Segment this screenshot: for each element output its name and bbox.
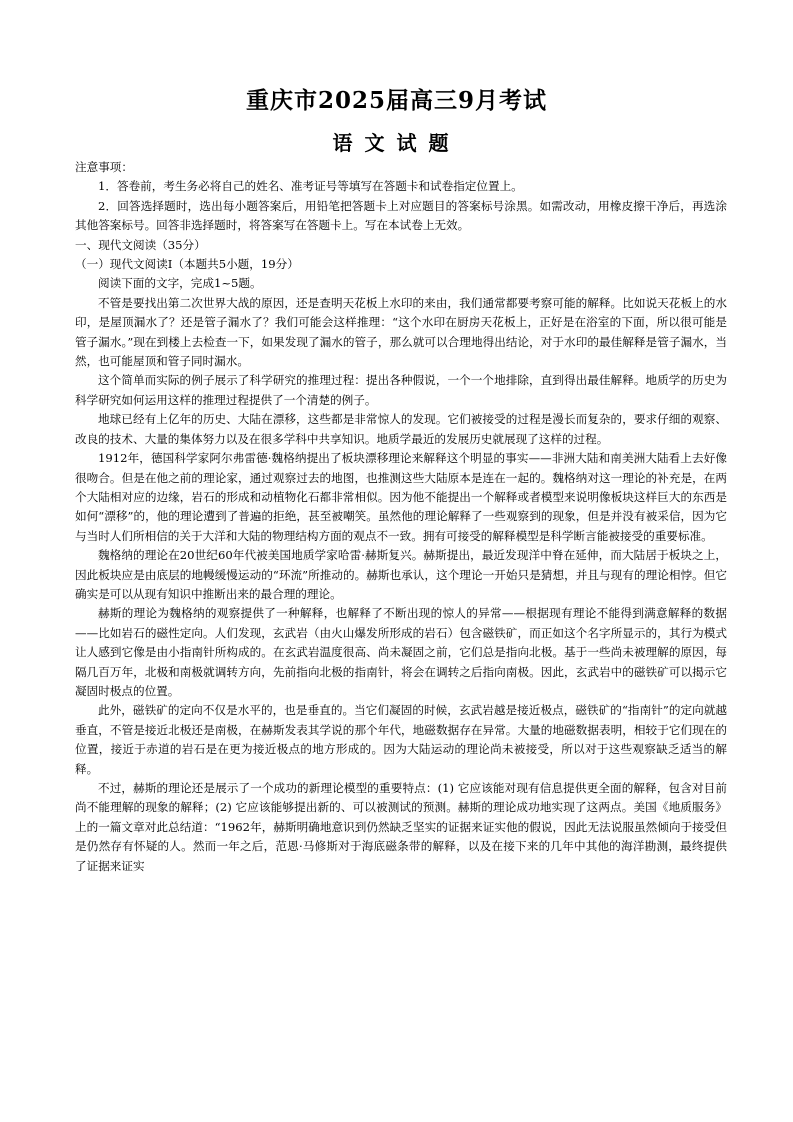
notice-item: 1．答卷前，考生务必将自己的姓名、准考证号等填写在答题卡和试卷指定位置上。 — [98, 179, 523, 194]
paragraph: 此外，磁铁矿的定向不仅是水平的，也是垂直的。当它们凝固的时候，玄武岩越是接近极点，磁铁矿的“指南针”的定向就越垂直，不管是接近北极还是南极，在赫斯发表其学说的那个年代，地磁数据存在异常。大量的地磁数据表明，相较于它们现在的位置，接近于赤道的岩石是在更为接近极点的地方形成的。因为大陆运动的理论尚未被接受，所以对于这些观察缺乏适当的解释。 — [75, 703, 727, 776]
paragraph: 不管是要找出第二次世界大战的原因，还是查明天花板上水印的来由，我们通常都要考察可能的解释。比如说天花板上的水印，是屋顶漏水了？还是管子漏水了？我们可能会这样推理：“这个水印在厨房天花板上，正好是在浴室的下面，所以很可能是管子漏水。”现在到楼上去检查一下，如果发现了漏水的管子，那么就可以合理地得出结论，对于水印的最佳解释是管子漏水，当然，也可能屋顶和管子同时漏水。 — [75, 295, 727, 369]
notice-heading: 注意事项： — [75, 160, 133, 174]
paragraph: 不过，赫斯的理论还是展示了一个成功的新理论模型的重要特点：(1) 它应该能对现有信息提供更全面的解释，包含对目前尚不能理解的现象的解释；(2) 它应该能够提出新的、可以被测试的预测。赫斯的理论成功地实现了这两点。美国《地质服务》上的一篇文章对此总结道：“1962年，赫斯明确地意识到仍然缺乏坚实的证据来证实他的假说，因此无法说服虽然倾向于接受但是仍然存有怀疑的人。然而一年之后，范恩·马修斯对于海底磁条带的解释，以及在接下来的几年中其他的海洋勘测，最终提供了证据来证实 — [75, 781, 727, 873]
subsection-heading: （一）现代文阅读Ⅰ（本题共5小题，19分） — [75, 257, 299, 272]
paragraph: 赫斯的理论为魏格纳的观察提供了一种解释，也解释了不断出现的惊人的异常——根据现有理论不能得到满意解释的数据——比如岩石的磁性定向。人们发现，玄武岩（由火山爆发所形成的岩石）包含磁铁矿，而正如这个名字所显示的，其行为模式让人感到它像是由小指南针所构成的。在玄武岩温度很高、尚未凝固之前，它们总是指向北极。基于一些尚未被理解的原因，每隔几百万年，北极和南极就调转方向，先前指向北极的指南针，将会在调转之后指向南极。因此，玄武岩中的磁铁矿可以揭示它凝固时极点的位置。 — [75, 606, 727, 698]
notice-item: 2．回答选择题时，选出每小题答案后，用铅笔把答题卡上对应题目的答案标号涂黑。如需改动，用橡皮擦干净后，再选涂其他答案标号。回答非选择题时，将答案写在答题卡上。写在本试卷上无效。 — [75, 198, 727, 233]
page-subtitle: 语文试题 — [332, 131, 461, 155]
page-title: 重庆市2025届高三9月考试 — [245, 87, 548, 114]
reading-instruction: 阅读下面的文字，完成1~5题。 — [98, 276, 262, 291]
section-heading: 一、现代文阅读（35分） — [75, 237, 206, 252]
paragraph: 这个简单而实际的例子展示了科学研究的推理过程：提出各种假说，一个一个地排除，直到得出最佳解释。地质学的历史为科学研究如何运用这样的推理过程提供了一个清楚的例子。 — [75, 373, 727, 407]
document-body — [75, 158, 727, 876]
paragraph: 地球已经有上亿年的历史、大陆在漂移，这些都是非常惊人的发现。它们被接受的过程是漫长而复杂的，要求仔细的观察、改良的技术、大量的集体努力以及在很多学科中共享知识。地质学最近的发展历史就展现了这样的过程。 — [75, 412, 727, 446]
paragraph: 1912年，德国科学家阿尔弗雷德·魏格纳提出了板块漂移理论来解释这个明显的事实——非洲大陆和南美洲大陆看上去好像很吻合。但是在他之前的理论家，通过观察过去的地图，也推测这些大陆原本是连在一起的。魏格纳对这一理论的补充是，在两个大陆相对应的边缘，岩石的形成和动植物化石都非常相似。因为他不能提出一个解释或者模型来说明像板块这样巨大的东西是如何“漂移”的，他的理论遭到了普遍的拒绝，甚至被嘲笑。虽然他的理论解释了一些观察到的现象，但是并没有被采信，因为它与当时人们所相信的关于大洋和大陆的物理结构方面的观点不一致。拥有可接受的解释模型是科学断言能被接受的重要标准。 — [75, 451, 727, 543]
paragraph: 魏格纳的理论在20世纪60年代被美国地质学家哈雷·赫斯复兴。赫斯提出，最近发现洋中脊在延伸，而大陆居于板块之上，因此板块应是由底层的地幔缓慢运动的“环流”所推动的。赫斯也承认，这个理论一开始只是猜想，并且与现有的理论相悖。但它确实是可以从现有知识中推断出来的最合理的理论。 — [75, 548, 727, 601]
